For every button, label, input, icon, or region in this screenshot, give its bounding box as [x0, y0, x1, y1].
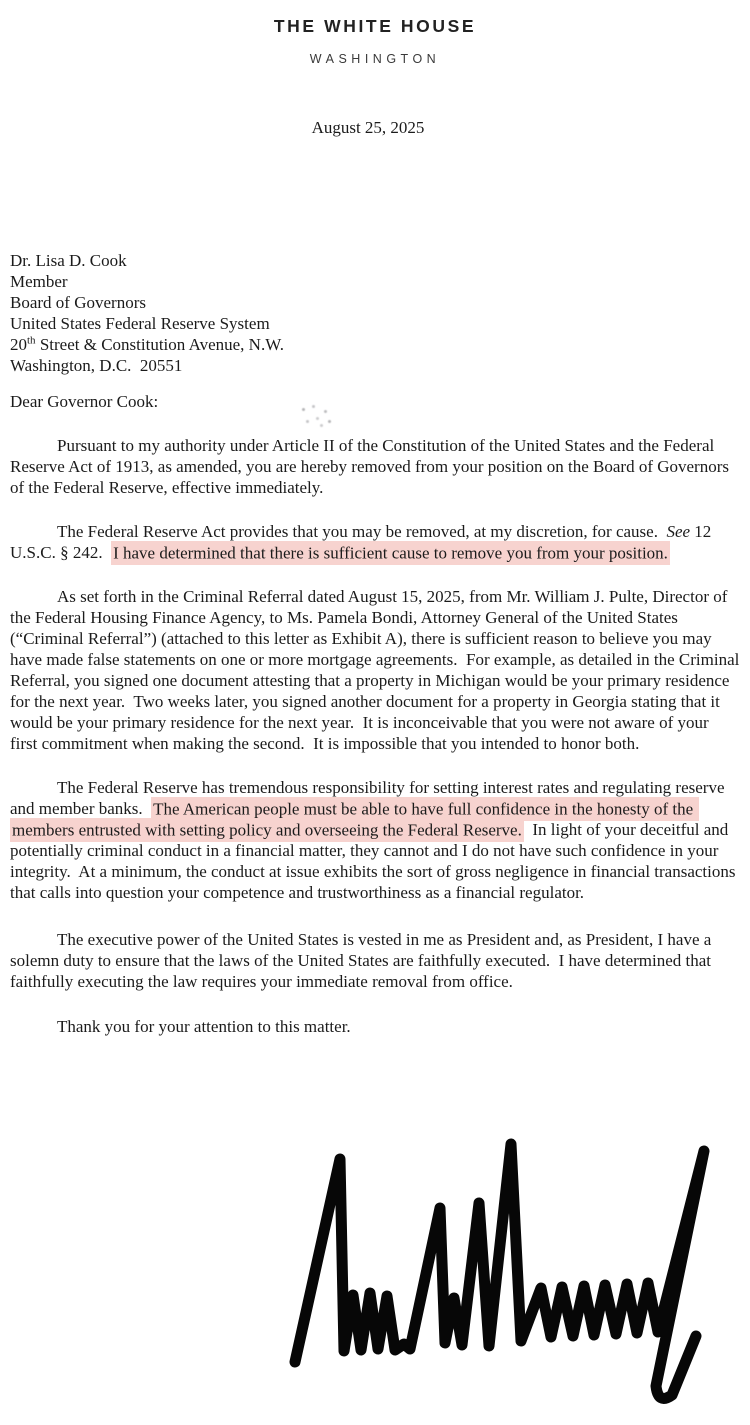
letter-paragraph — [10, 586, 744, 754]
highlighted-text: The American people must be able to have full confidence in the honesty of the members entrusted with setting policy and overseeing the Federal Reserve. — [10, 797, 699, 842]
salutation: Dear Governor Cook: — [10, 392, 159, 411]
address-line — [10, 271, 740, 292]
letterhead — [0, 0, 750, 66]
text-run: Street & Constitution Avenue, N.W. — [35, 335, 284, 354]
letter-date: August 25, 2025 — [311, 118, 425, 137]
letter-paragraph — [10, 521, 740, 563]
address-line — [10, 250, 740, 271]
signature-stroke — [295, 1144, 704, 1398]
text-run: Pursuant to my authority under Article II of the Constitution of the United States and the Federal Reserve Act of 1913, as amended, you are hereby removed from your position on the Board of Governors of the Federal Reserve, effective immediately. — [10, 436, 734, 497]
letter-paragraph — [10, 777, 740, 903]
superscript-text: th — [27, 334, 36, 347]
address-line — [10, 334, 740, 355]
text-run: See — [666, 522, 691, 541]
letter-content — [0, 118, 750, 1037]
text-run: 20 — [10, 335, 27, 354]
text-run: As set forth in the Criminal Referral dated August 15, 2025, from Mr. William J. Pulte, Director of the Federal Housing Finance Agency, to Ms. Pamela Bondi, Attorney General of the United States (“Criminal Referral”) (attached to this letter as Exhibit A), there is sufficient reason to believe you may have made false statements on one or more mortgage agreements. For example, as detailed in the Criminal Referral, you signed one document attesting that a property in Michigan would be your primary residence for the next year. Two weeks later, you signed another document for a property in Georgia stating that it would be your primary residence for the next year. It is inconceivable that you were not aware of your first commitment when making the second. It is impossible that you intended to honor both. — [10, 587, 744, 753]
text-run: The executive power of the United States is vested in me as President and, as President, I have a solemn duty to ensure that the laws of the United States are faithfully executed. I have determined that faithfully executing the law requires your immediate removal from office. — [10, 930, 716, 991]
address-line — [10, 313, 740, 334]
letter-paragraph — [10, 435, 740, 498]
text-run: In light of your deceitful and potentially criminal conduct in a financial matter, they cannot and I do not have such confidence in your integrity. At a minimum, the conduct at issue exhibits the sort of gross negligence in financial transactions that calls into question your competence and trustworthiness as a financial regulator. — [10, 820, 740, 902]
highlighted-text: I have determined that there is sufficient cause to remove you from your position. — [111, 541, 670, 565]
letter-body — [10, 435, 744, 992]
recipient-address — [10, 250, 740, 376]
text-run: The Federal Reserve has tremendous responsibility for setting interest rates and regulating reserve and member banks. — [10, 778, 729, 818]
text-run: United States Federal Reserve System — [10, 314, 270, 333]
letter-paragraph — [10, 929, 740, 992]
text-run: Dr. Lisa D. Cook — [10, 251, 127, 270]
text-run: 12 U.S.C. § 242. — [10, 522, 716, 562]
text-run: Board of Governors — [10, 293, 146, 312]
letterhead-title: THE WHITE HOUSE — [273, 16, 477, 36]
address-line — [10, 355, 740, 376]
text-run: Washington, D.C. 20551 — [10, 356, 183, 375]
address-line — [10, 292, 740, 313]
text-run: Member — [10, 272, 68, 291]
text-run: The Federal Reserve Act provides that you may be removed, at my discretion, for cause. — [57, 522, 667, 541]
signature-donald-trump — [258, 1138, 730, 1425]
letterhead-subtitle: WASHINGTON — [309, 52, 441, 66]
closing-line: Thank you for your attention to this matter. — [57, 1017, 351, 1036]
